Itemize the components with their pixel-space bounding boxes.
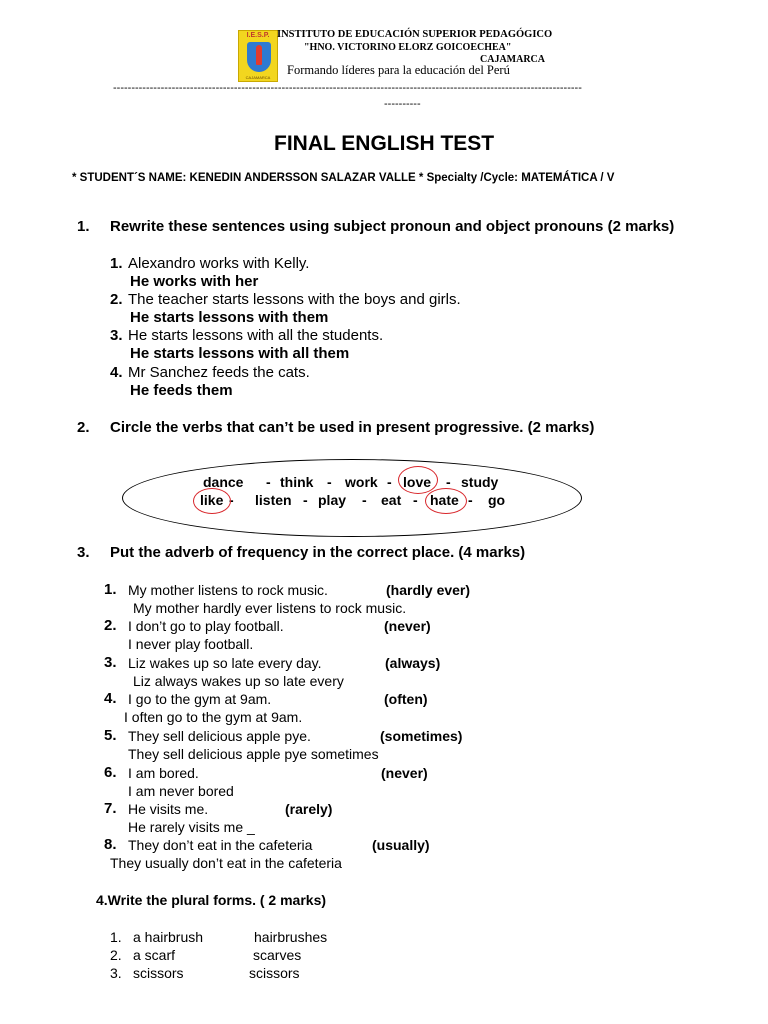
q3-item-4-question: I go to the gym at 9am. [128, 691, 272, 707]
verb-sep: - [468, 492, 473, 508]
q3-item-1-question: My mother listens to rock music. [128, 582, 328, 598]
q1-item-3-answer: He starts lessons with all them [130, 345, 350, 362]
q3-item-3-number: 3. [104, 654, 117, 671]
q1-item-3-number: 3. [110, 327, 123, 344]
q3-number: 3. [77, 544, 90, 561]
institute-logo [238, 30, 278, 82]
verb-think: think [280, 474, 314, 490]
q4-item-3-number: 3. [110, 965, 122, 981]
q4-item-2-number: 2. [110, 947, 122, 963]
logo-text: I.E.S.P. [246, 32, 270, 39]
circle-mark-like [193, 488, 231, 514]
q3-item-2-answer: I never play football. [128, 636, 254, 652]
verb-sep: - [327, 474, 332, 490]
q4-item-2-plural: scarves [253, 947, 302, 963]
verb-love: love [403, 474, 432, 490]
q4-item-2-singular: a scarf [133, 947, 176, 963]
q3-item-5-answer: They sell delicious apple pye sometimes [128, 746, 379, 762]
q3-item-4-adverb: (often) [384, 691, 428, 707]
page-title: FINAL ENGLISH TEST [274, 132, 495, 155]
q3-item-3-adverb: (always) [385, 655, 441, 671]
q4-item-1-plural: hairbrushes [254, 929, 328, 945]
torch-icon [256, 45, 262, 65]
verb-sep: - [229, 492, 234, 508]
city-name: CAJAMARCA [480, 54, 545, 65]
q3-item-1-adverb: (hardly ever) [386, 582, 471, 598]
q1-number: 1. [77, 218, 90, 235]
q3-item-5-adverb: (sometimes) [380, 728, 463, 744]
q1-item-2-question: The teacher starts lessons with the boys and girls. [128, 291, 461, 308]
q3-item-2-number: 2. [104, 617, 117, 634]
q4-item-3-singular: scissors [133, 965, 184, 981]
q4-heading: 4.Write the plural forms. ( 2 marks) [96, 892, 327, 908]
q3-item-1-answer: My mother hardly ever listens to rock music. [133, 600, 407, 616]
verb-sep: - [303, 492, 308, 508]
q3-item-4-answer: I often go to the gym at 9am. [124, 709, 303, 725]
q1-item-2-answer: He starts lessons with them [130, 309, 329, 326]
q1-item-1-answer: He works with her [130, 273, 259, 290]
q1-item-4-question: Mr Sanchez feeds the cats. [128, 364, 310, 381]
institute-name: INSTITUTO DE EDUCACIÓN SUPERIOR PEDAGÓGICO [277, 29, 553, 40]
q3-item-7-answer: He rarely visits me _ [128, 819, 255, 835]
q3-item-1-number: 1. [104, 581, 117, 598]
q1-item-1-number: 1. [110, 255, 123, 272]
q3-item-7-adverb: (rarely) [285, 801, 333, 817]
q3-item-6-answer: I am never bored [128, 783, 234, 799]
verb-ellipse [122, 459, 582, 537]
q3-item-3-question: Liz wakes up so late every day. [128, 655, 322, 671]
q3-item-6-question: I am bored. [128, 765, 199, 781]
student-info: * STUDENT´S NAME: KENEDIN ANDERSSON SALAZAR VALLE * Specialty /Cycle: MATEMÁTICA / V [72, 172, 615, 184]
verb-dance: dance [203, 474, 244, 490]
verb-sep: - [413, 492, 418, 508]
verb-sep: - [362, 492, 367, 508]
q4-item-1-singular: a hairbrush [133, 929, 204, 945]
q1-item-4-number: 4. [110, 364, 123, 381]
q3-item-8-adverb: (usually) [372, 837, 430, 853]
verb-sep: - [266, 474, 271, 490]
q1-item-1-question: Alexandro works with Kelly. [128, 255, 310, 272]
q3-item-6-number: 6. [104, 764, 117, 781]
q3-item-7-number: 7. [104, 800, 117, 817]
q3-item-5-number: 5. [104, 727, 117, 744]
q3-item-8-question: They don’t eat in the cafeteria [128, 837, 313, 853]
q4-item-1-number: 1. [110, 929, 122, 945]
q3-item-7-question: He visits me. [128, 801, 209, 817]
q1-item-2-number: 2. [110, 291, 123, 308]
verb-go: go [488, 492, 506, 508]
q2-number: 2. [77, 419, 90, 436]
verb-hate: hate [430, 492, 459, 508]
q3-item-5-question: They sell delicious apple pye. [128, 728, 311, 744]
verb-work: work [345, 474, 378, 490]
verb-sep: - [387, 474, 392, 490]
q2-heading: Circle the verbs that can’t be used in present progressive. (2 marks) [110, 419, 595, 436]
verb-study: study [461, 474, 499, 490]
q4-item-3-plural: scissors [249, 965, 300, 981]
q1-heading: Rewrite these sentences using subject pronoun and object pronouns (2 marks) [110, 218, 675, 235]
q1-item-4-answer: He feeds them [130, 382, 233, 399]
verb-listen: listen [255, 492, 292, 508]
q3-item-4-number: 4. [104, 690, 117, 707]
q3-item-2-adverb: (never) [384, 618, 431, 634]
verb-eat: eat [381, 492, 402, 508]
q3-heading: Put the adverb of frequency in the correct place. (4 marks) [110, 544, 526, 561]
q3-item-6-adverb: (never) [381, 765, 428, 781]
q3-item-3-answer: Liz always wakes up so late every [133, 673, 344, 689]
verb-like: like [200, 492, 224, 508]
q1-item-3-question: He starts lessons with all the students. [128, 327, 384, 344]
institute-motto: Formando líderes para la educación del Perú [287, 63, 510, 77]
school-name: "HNO. VICTORINO ELORZ GOICOECHEA" [304, 42, 512, 53]
q3-item-2-question: I don’t go to play football. [128, 618, 284, 634]
q3-item-8-number: 8. [104, 836, 117, 853]
q3-item-8-answer: They usually don’t eat in the cafeteria [110, 855, 342, 871]
verb-sep: - [446, 474, 451, 490]
verb-play: play [318, 492, 347, 508]
circle-mark-hate [425, 488, 467, 514]
header-divider: -------------------------------------------------------------------------------------------------------------------------------- [113, 82, 582, 94]
logo-bottom-text: CAJAMARCA [245, 75, 271, 80]
header-divider-tail: ---------- [384, 98, 421, 110]
